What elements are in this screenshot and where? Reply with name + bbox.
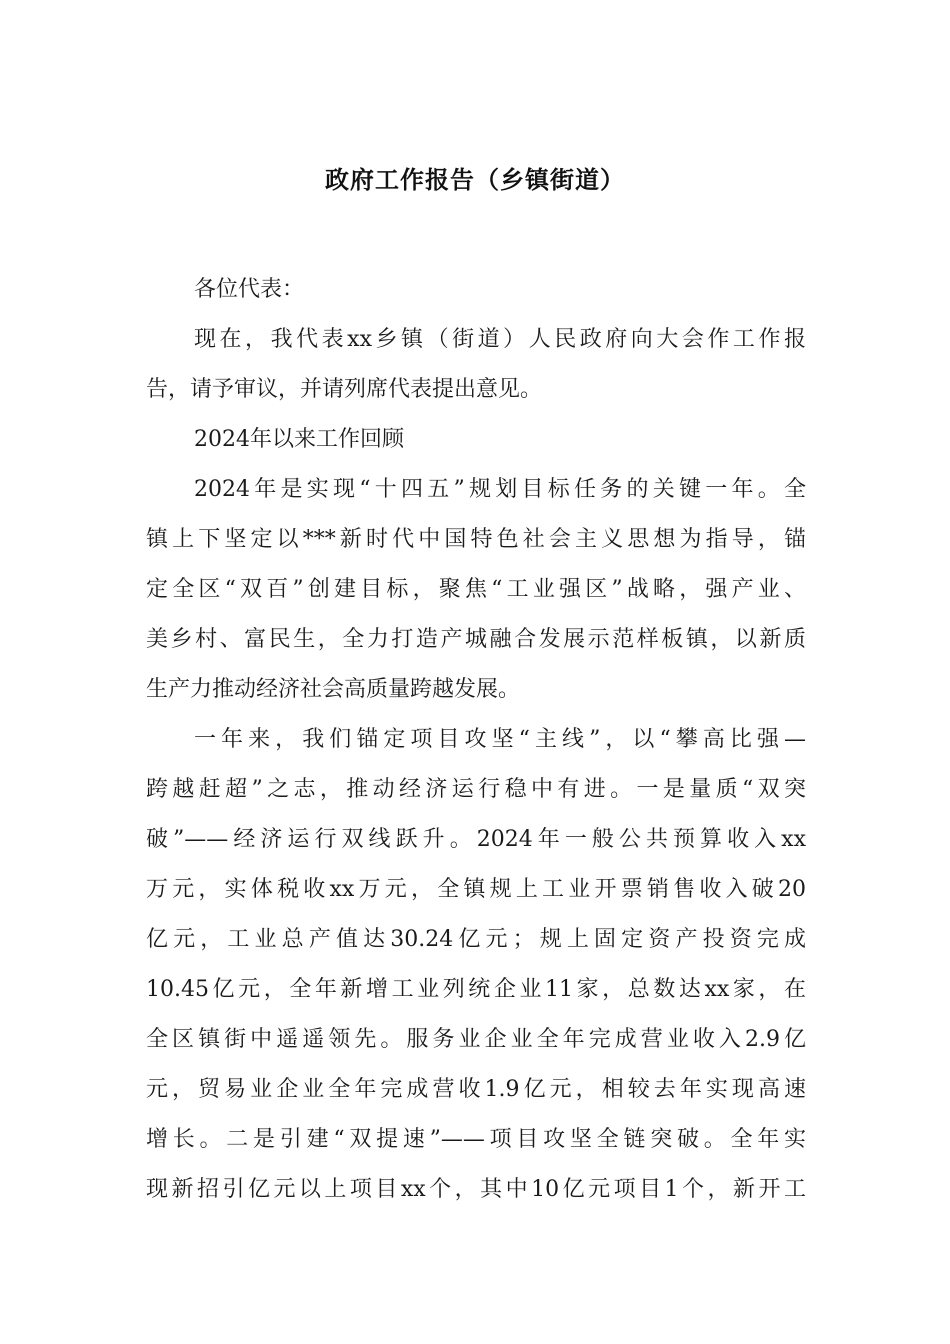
document-body: [146, 265, 806, 1215]
body-text-line: 破”——经济运行双线跃升。2024年一般公共预算收入xx: [146, 827, 806, 852]
body-text-line: 定全区“双百”创建目标，聚焦“工业强区”战略，强产业、: [146, 577, 806, 602]
body-text-line: 告，请予审议，并请列席代表提出意见。: [146, 377, 543, 402]
body-text-line: 镇上下坚定以***新时代中国特色社会主义思想为指导，锚: [146, 527, 806, 552]
body-text-line: 各位代表：: [194, 277, 305, 302]
body-text-line: 2024年以来工作回顾: [194, 427, 404, 452]
body-text-line: 2024年是实现“十四五”规划目标任务的关键一年。全: [194, 477, 806, 502]
body-text-line: 现在，我代表xx乡镇（街道）人民政府向大会作工作报: [194, 327, 806, 352]
body-text-line: 元，贸易业企业全年完成营收1.9亿元，相较去年实现高速: [146, 1077, 806, 1102]
body-text-line: 增长。二是引建“双提速”——项目攻坚全链突破。全年实: [146, 1127, 806, 1152]
body-text-line: 生产力推动经济社会高质量跨越发展。: [146, 677, 521, 702]
body-text-line: 全区镇街中遥遥领先。服务业企业全年完成营业收入2.9亿: [146, 1027, 806, 1052]
body-text-line: 美乡村、富民生，全力打造产城融合发展示范样板镇，以新质: [146, 627, 806, 652]
body-text-line: 万元，实体税收xx万元，全镇规上工业开票销售收入破20: [146, 877, 806, 902]
body-text-line: 亿元，工业总产值达30.24亿元；规上固定资产投资完成: [146, 927, 806, 952]
body-text-line: 10.45亿元，全年新增工业列统企业11家，总数达xx家，在: [146, 977, 806, 1002]
document-title: 政府工作报告（乡镇街道）: [325, 165, 625, 194]
body-text-line: 跨越赶超”之志，推动经济运行稳中有进。一是量质“双突: [146, 777, 806, 802]
body-text-line: 现新招引亿元以上项目xx个，其中10亿元项目1个，新开工: [146, 1177, 806, 1202]
body-text-line: 一年来，我们锚定项目攻坚“主线”，以“攀高比强—: [194, 727, 806, 752]
